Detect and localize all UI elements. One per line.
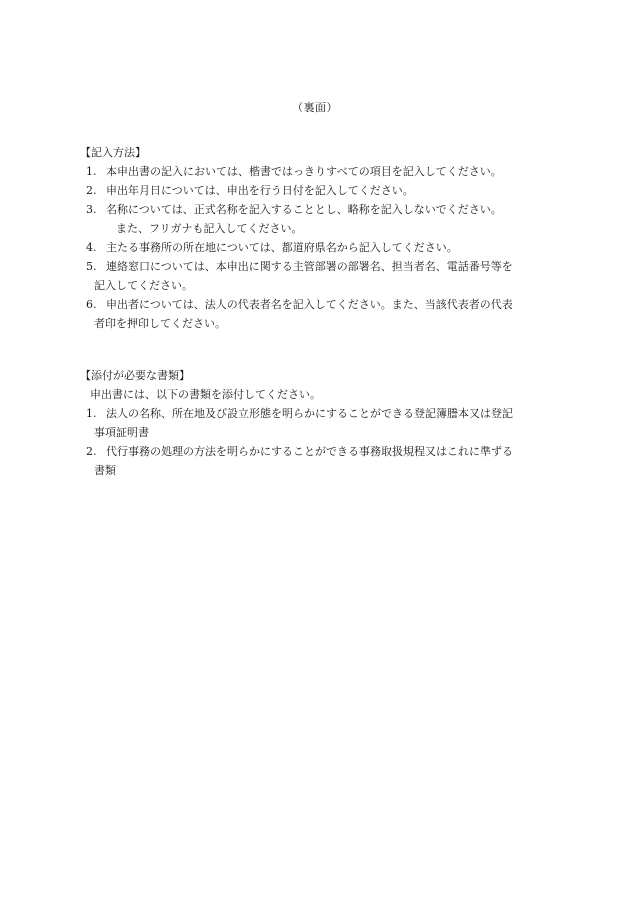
item-number: 1. <box>86 407 97 420</box>
list-item <box>80 162 560 181</box>
item-text-continued: また、フリガナも記入してください。 <box>116 222 303 235</box>
instructions-heading: 【記入方法】 <box>80 146 146 159</box>
list-item <box>80 200 560 238</box>
item-number: 2. <box>86 184 97 197</box>
item-text: 本申出書の記入においては、楷書ではっきりすべての項目を記入してください。 <box>106 165 502 178</box>
item-text-continued: 事項証明書 <box>94 426 149 439</box>
page-side-label: （裏面） <box>292 101 338 114</box>
instructions-list <box>80 162 560 333</box>
list-item <box>80 442 560 480</box>
list-item <box>80 257 560 295</box>
attachments-list <box>80 404 560 480</box>
list-item <box>80 295 560 333</box>
item-number: 2. <box>86 445 97 458</box>
list-item <box>80 404 560 442</box>
list-item <box>80 181 560 200</box>
attachments-section <box>80 366 560 480</box>
item-text-continued: 書類 <box>94 464 116 477</box>
item-text: 法人の名称、所在地及び設立形態を明らかにすることができる登記簿謄本又は登記 <box>106 407 513 420</box>
attachments-heading: 【添付が必要な書類】 <box>80 369 190 382</box>
item-number: 1. <box>86 165 97 178</box>
item-text-continued: 記入してください。 <box>94 279 193 292</box>
item-text: 申出年月日については、申出を行う日付を記入してください。 <box>106 184 414 197</box>
item-number: 5. <box>86 260 97 273</box>
item-text: 代行事務の処理の方法を明らかにすることができる事務取扱規程又はこれに準ずる <box>106 445 513 458</box>
list-item <box>80 238 560 257</box>
item-text: 申出者については、法人の代表者名を記入してください。また、当該代表者の代表 <box>106 298 513 311</box>
item-number: 4. <box>86 241 97 254</box>
item-text-continued: 者印を押印してください。 <box>94 317 226 330</box>
attachments-intro: 申出書には、以下の書類を添付してください。 <box>90 388 321 401</box>
item-text: 主たる事務所の所在地については、都道府県名から記入してください。 <box>106 241 458 254</box>
instructions-section <box>80 143 560 333</box>
item-text: 連絡窓口については、本申出に関する主管部署の部署名、担当者名、電話番号等を <box>106 260 513 273</box>
item-text: 名称については、正式名称を記入することとし、略称を記入しないでください。 <box>106 203 502 216</box>
item-number: 3. <box>86 203 97 216</box>
item-number: 6. <box>86 298 97 311</box>
